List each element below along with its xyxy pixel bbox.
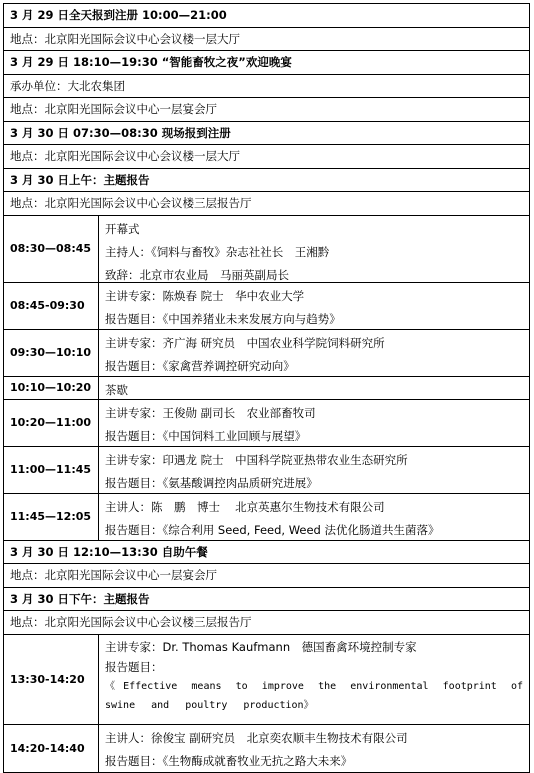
session-row [4, 283, 529, 330]
session-line: 开幕式 [105, 221, 140, 236]
session-line: 主讲人：徐俊宝 副研究员 北京奕农顺丰生物技术有限公司 [105, 730, 408, 745]
row-text: 承办单位：大北农集团 [10, 78, 125, 93]
session-line: 茶歇 [105, 382, 128, 397]
session-line: 致辞：北京市农业局 马丽英副局长 [105, 267, 289, 282]
session-line: 主讲专家：齐广海 研究员 中国农业科学院饲料研究所 [105, 335, 385, 350]
row-text: 地点：北京阳光国际会议中心一层宴会厅 [10, 102, 217, 116]
row-heading: 3 月 29 日 18:10—19:30 “智能畜牧之夜”欢迎晚宴 [10, 55, 292, 69]
schedule-row [4, 122, 529, 146]
row-heading: 3 月 29 日全天报到注册 10:00—21:00 [10, 8, 227, 22]
schedule-row [4, 588, 529, 612]
session-time: 10:10—10:20 [4, 377, 99, 399]
session-content [99, 494, 529, 540]
session-time: 14:20-14:40 [4, 725, 99, 772]
session-line: 主讲专家：Dr. Thomas Kaufmann 德国畜禽环境控制专家 [105, 639, 417, 654]
session-time: 09:30—10:10 [4, 330, 99, 376]
session-line: 主讲专家：王俊勋 副司长 农业部畜牧司 [105, 405, 316, 420]
row-heading: 3 月 30 日 12:10—13:30 自助午餐 [10, 544, 208, 559]
session-row [4, 635, 529, 725]
session-content [99, 330, 529, 376]
session-time: 10:20—11:00 [4, 400, 99, 446]
schedule-row [4, 192, 529, 216]
session-line: 报告题目：《生物酶成就畜牧业无抗之路大未来》 [105, 753, 353, 768]
schedule-table [3, 3, 530, 773]
session-time: 08:45-09:30 [4, 283, 99, 329]
row-heading: 3 月 30 日上午：主题报告 [10, 172, 150, 187]
session-line: 报告题目：《中国饲料工业回顾与展望》 [105, 428, 307, 443]
row-heading: 3 月 30 日 07:30—08:30 现场报到注册 [10, 125, 231, 140]
schedule-row [4, 98, 529, 122]
row-heading: 3 月 30 日下午：主题报告 [10, 591, 150, 606]
schedule-row [4, 75, 529, 99]
session-time: 13:30-14:20 [4, 635, 99, 724]
session-line: 报告题目：《综合利用 Seed, Feed, Weed 法优化肠道共生菌落》 [105, 522, 440, 537]
schedule-row [4, 4, 529, 28]
schedule-row [4, 145, 529, 169]
schedule-row [4, 169, 529, 193]
row-text: 地点：北京阳光国际会议中心会议楼三层报告厅 [10, 615, 252, 629]
row-text: 地点：北京阳光国际会议中心会议楼一层大厅 [10, 31, 240, 46]
row-text: 地点：北京阳光国际会议中心会议楼三层报告厅 [10, 196, 252, 210]
session-line: swine and poultry production》 [105, 699, 314, 711]
session-time: 08:30—08:45 [4, 216, 99, 282]
session-line: 报告题目： [105, 659, 163, 674]
schedule-row [4, 611, 529, 635]
session-line: 主讲专家：印遇龙 院士 中国科学院亚热带农业生态研究所 [105, 452, 408, 467]
session-line: 主持人：《饲料与畜牧》杂志社社长 王湘黔 [105, 244, 330, 259]
row-text: 地点：北京阳光国际会议中心一层宴会厅 [10, 568, 217, 582]
session-line: 报告题目：《中国养猪业未来发展方向与趋势》 [105, 311, 341, 326]
session-row [4, 447, 529, 494]
schedule-row [4, 51, 529, 75]
schedule-row [4, 28, 529, 52]
session-content [99, 635, 529, 724]
session-time: 11:00—11:45 [4, 447, 99, 493]
session-content [99, 377, 529, 399]
session-line: 《Effective means to improve the environmental footprint of [105, 680, 523, 692]
row-text: 地点：北京阳光国际会议中心会议楼一层大厅 [10, 149, 240, 163]
session-row [4, 330, 529, 377]
schedule-row [4, 564, 529, 588]
session-row [4, 377, 529, 400]
session-content [99, 283, 529, 329]
session-time: 11:45—12:05 [4, 494, 99, 540]
schedule-row [4, 541, 529, 565]
session-line: 主讲人：陈 鹏 博士 北京英惠尔生物技术有限公司 [105, 499, 385, 514]
session-content [99, 216, 529, 282]
session-row [4, 400, 529, 447]
session-row [4, 216, 529, 283]
session-content [99, 400, 529, 446]
session-row [4, 725, 529, 772]
session-line: 报告题目：《家禽营养调控研究动向》 [105, 358, 295, 373]
session-content [99, 725, 529, 772]
session-line: 报告题目：《氨基酸调控肉品质研究进展》 [105, 475, 318, 490]
session-line: 主讲专家：陈焕春 院士 华中农业大学 [105, 288, 305, 303]
session-content [99, 447, 529, 493]
session-row [4, 494, 529, 541]
